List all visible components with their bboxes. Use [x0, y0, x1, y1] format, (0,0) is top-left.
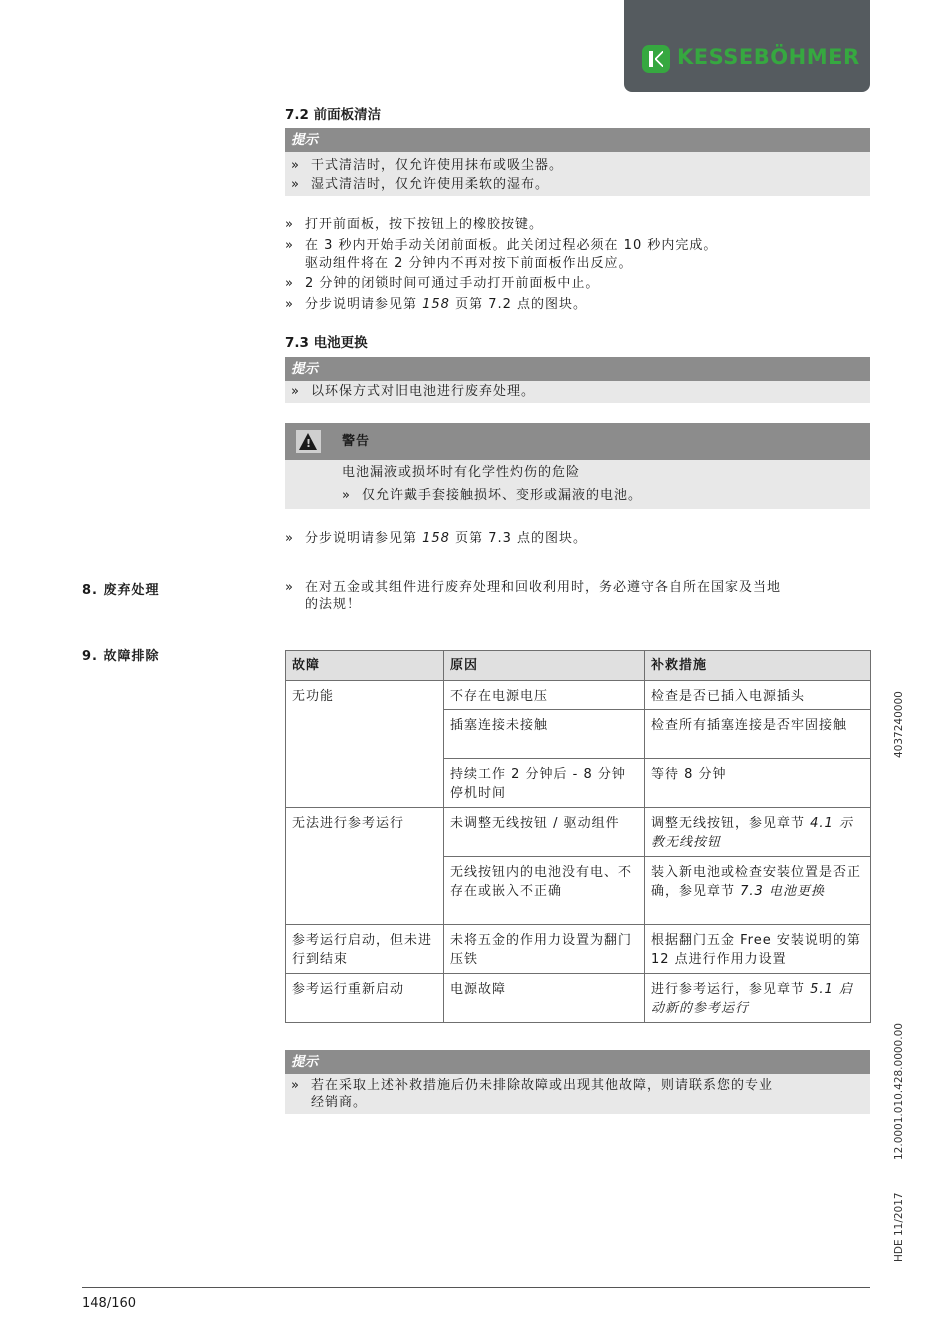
table-header-row [286, 651, 871, 681]
warning-body [285, 460, 870, 509]
reference-text: 页第 7.2 点的图块。 [449, 297, 588, 312]
cause-cell: 插塞连接未接触 [444, 710, 645, 759]
brand-logo-text: KESSEBÖHMER [677, 45, 860, 69]
section-9-title: 9. 故障排除 [82, 649, 160, 664]
section-7-2-steps [285, 215, 870, 315]
note-item-continued: 经销商。 [311, 1095, 368, 1110]
section-8-title: 8. 废弃处理 [82, 583, 160, 598]
fault-cell: 参考运行启动，但未进行到结束 [286, 925, 444, 974]
fault-cell: 无功能 [286, 681, 444, 808]
note-label: 提示 [291, 1054, 318, 1070]
note-header [285, 1050, 870, 1074]
table-row [286, 808, 871, 857]
remedy-text: 装入新电池或检查安装位置是否正确，参见章节 [651, 865, 862, 899]
cause-cell: 不存在电源电压 [444, 681, 645, 710]
reference-text: 页第 7.3 点的图块。 [449, 531, 588, 546]
warning-text: 电池漏液或损坏时有化学性灼伤的危险 [342, 465, 581, 480]
fault-cell: 无法进行参考运行 [286, 808, 444, 925]
step-item: » 在 3 秒内开始手动关闭前面板。此关闭过程必须在 10 秒内完成。 [285, 237, 870, 255]
disposal-text: » 在对五金或其组件进行废弃处理和回收利用时，务必遵守各自所在国家及当地 [285, 579, 870, 596]
page-reference: 158 [422, 531, 450, 546]
cause-cell: 电源故障 [444, 974, 645, 1023]
note-body [285, 381, 870, 403]
remedy-text: 进行参考运行，参见章节 [651, 982, 811, 997]
table-row [286, 925, 871, 974]
reference-text: 分步说明请参见第 [305, 531, 423, 546]
kessebohmer-logo-icon [642, 45, 670, 73]
remedy-cell: 等待 8 分钟 [645, 759, 871, 808]
section-7-3-title: 7.3 电池更换 [285, 335, 368, 351]
reference-text: 分步说明请参见第 [305, 297, 423, 312]
disposal-text-continued: 的法规！ [305, 597, 362, 612]
note-header [285, 357, 870, 381]
table-row [286, 681, 871, 710]
chapter-reference: 7.3 电池更换 [740, 884, 825, 899]
note-body [285, 1074, 870, 1114]
chapter-reference: 5.1 启动新的参考运行 [651, 982, 853, 1016]
footer-divider [82, 1287, 870, 1288]
remedy-cell [645, 857, 871, 925]
remedy-cell [645, 808, 871, 857]
page-number: 148/160 [82, 1296, 137, 1311]
note-item: » 以环保方式对旧电池进行废弃处理。 [291, 382, 870, 402]
note-item: » 干式清洁时，仅允许使用抹布或吸尘器。 [291, 156, 870, 175]
remedy-cell: 根据翻门五金 Free 安装说明的第 12 点进行作用力设置 [645, 925, 871, 974]
cause-cell: 持续工作 2 分钟后 - 8 分钟停机时间 [444, 759, 645, 808]
warning-header [285, 423, 870, 460]
side-part-number: 12.0001.010.428.0000.00 [893, 1023, 905, 1160]
remedy-cell [645, 974, 871, 1023]
chapter-reference: 4.1 示教无线按钮 [651, 816, 853, 850]
table-header: 故障 [286, 651, 444, 681]
section-7-2-title: 7.2 前面板清洁 [285, 107, 382, 123]
warning-item: » 仅允许戴手套接触损坏、变形或漏液的电池。 [342, 486, 882, 506]
note-body [285, 152, 870, 196]
note-item: » 若在采取上述补救措施后仍未排除故障或出现其他故障，则请联系您的专业 [291, 1077, 870, 1094]
table-header: 原因 [444, 651, 645, 681]
fault-cell: 参考运行重新启动 [286, 974, 444, 1023]
warning-label: 警告 [342, 434, 371, 449]
note-label: 提示 [291, 132, 318, 148]
remedy-text: 调整无线按钮，参见章节 [651, 816, 811, 831]
step-reference [285, 295, 870, 315]
side-edition: HDE 11/2017 [893, 1192, 905, 1262]
cause-cell: 未调整无线按钮 / 驱动组件 [444, 808, 645, 857]
remedy-cell: 检查是否已插入电源插头 [645, 681, 871, 710]
side-doc-number: 4037240000 [893, 691, 905, 758]
warning-triangle-icon [296, 430, 321, 453]
troubleshooting-table [285, 650, 871, 1023]
cause-cell: 无线按钮内的电池没有电、不存在或嵌入不正确 [444, 857, 645, 925]
table-header: 补救措施 [645, 651, 871, 681]
cause-cell: 未将五金的作用力设置为翻门压铁 [444, 925, 645, 974]
step-reference [285, 529, 890, 549]
note-label: 提示 [291, 361, 318, 377]
note-header [285, 128, 870, 152]
remedy-cell: 检查所有插塞连接是否牢固接触 [645, 710, 871, 759]
step-item: » 打开前面板，按下按钮上的橡胶按键。 [285, 215, 870, 235]
note-item: » 湿式清洁时，仅允许使用柔软的湿布。 [291, 175, 870, 194]
table-row [286, 974, 871, 1023]
page-reference: 158 [422, 297, 450, 312]
section-8-body [285, 579, 870, 613]
step-item: » 2 分钟的闭锁时间可通过手动打开前面板中止。 [285, 274, 870, 294]
brand-header [624, 0, 870, 92]
step-item-continued: 驱动组件将在 2 分钟内不再对按下前面板作出反应。 [305, 256, 633, 271]
